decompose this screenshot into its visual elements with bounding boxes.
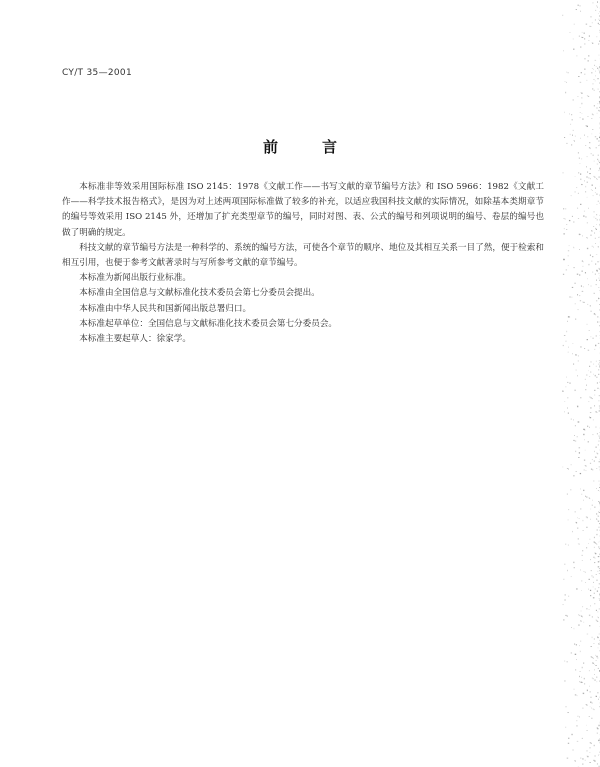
paragraph-adoption: 本标准非等效采用国际标准 ISO 2145：1978《文献工作——书写文献的章节编号方法》和 ISO 5966：1982《文献工作——科学技术报告格式》，是因为对上述两项国际标准做了较多的补充，以适应我国科技文献的实际情况，如除基本类期章节的编号等效采用 ISO 2145 外，还增加了扩充类型章节的编号，同时对图、表、公式的编号和列项说明的编号、卷层的编号也做了明确的规定。 [62, 182, 544, 238]
paragraph-proposed-by: 本标准由全国信息与文献标准化技术委员会第七分委员会提出。 [79, 288, 320, 299]
page-title: 前言 [262, 138, 381, 156]
paragraph-administered-by: 本标准由中华人民共和国新闻出版总署归口。 [79, 303, 252, 314]
scan-edge-noise [550, 0, 600, 767]
paragraph-numbering-method: 科技文献的章节编号方法是一种科学的、系统的编号方法，可使各个章节的顺序、地位及其相互关系一目了然，便于检索和相互引用，也便于参考文献著录时与写所参考文献的章节编号。 [62, 242, 544, 269]
standard-code: CY/T 35—2001 [62, 68, 132, 78]
paragraph-industry-standard: 本标准为新闻出版行业标准。 [79, 273, 191, 284]
paragraph-main-drafter: 本标准主要起草人：徐家学。 [79, 334, 191, 345]
preface-body [62, 180, 544, 347]
paragraph-drafting-unit: 本标准起草单位：全国信息与文献标准化技术委员会第七分委员会。 [79, 318, 338, 329]
